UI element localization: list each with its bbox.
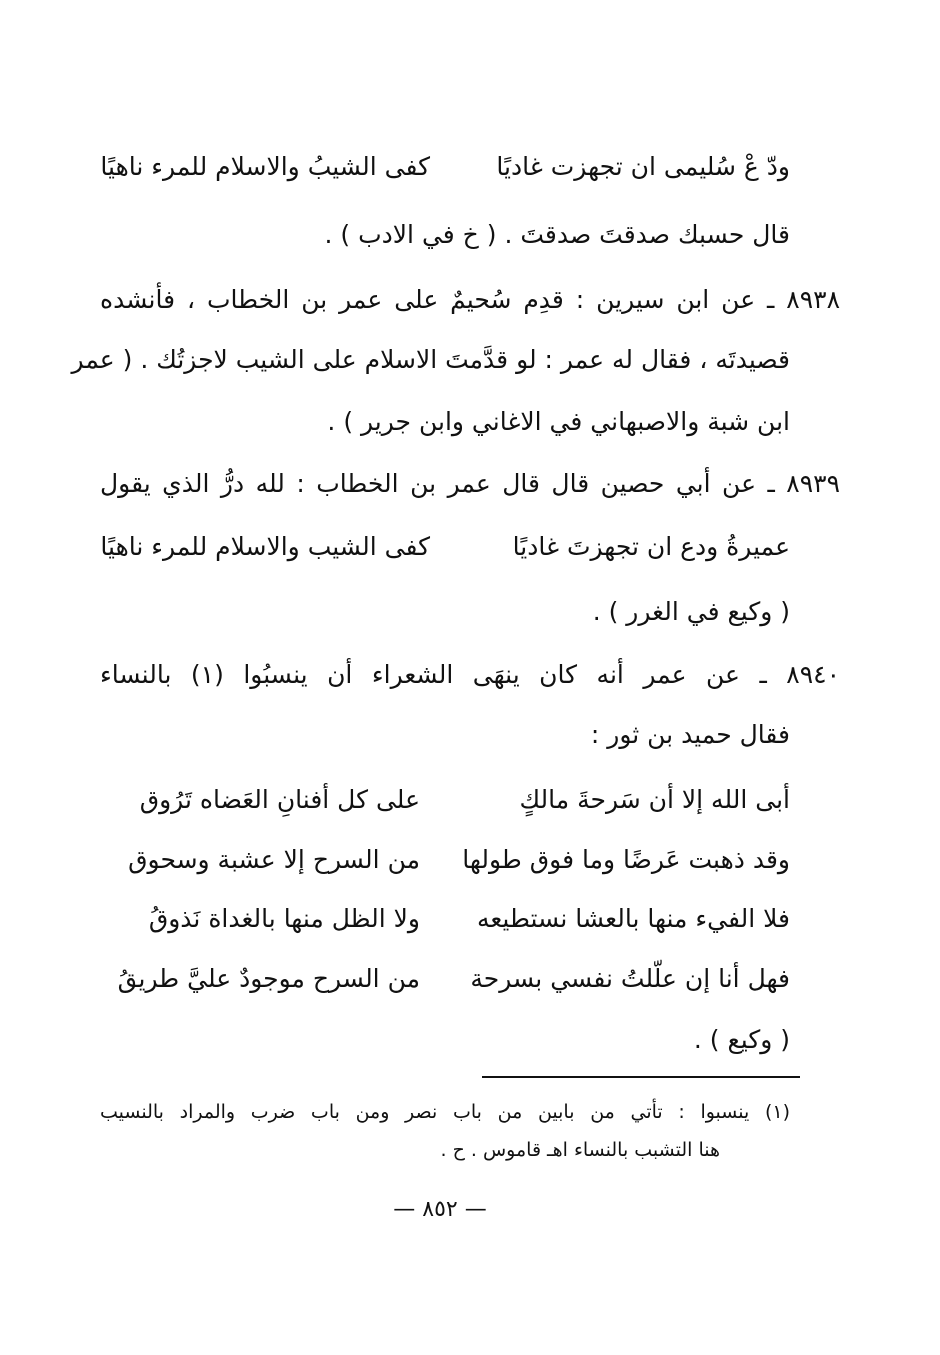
footnote-divider [482,1076,800,1078]
closing-citation: ( وكيع ) . [693,1025,790,1054]
verse-first-hemistich: فلا الفيء منها بالعشا نستطيعه [476,904,790,933]
verse-first-hemistich: أبى الله إلا أن سَرحةَ مالكٍ [519,785,790,814]
hadith-8938-line-1: ٨٩٣٨ ـ عن ابن سيرين : قدِم سُحيمٌ على عمر بن الخطاب ، فأنشده [100,285,840,314]
verse-couplet-1 [100,145,790,189]
verse-first-hemistich: فهل أنا إن علّلتُ نفسي بسرحة [470,964,790,993]
hadith-8938-line-3: ابن شبة والاصبهاني في الاغاني وابن جرير ) . [327,407,790,436]
poem-verse-1 [100,778,790,822]
verse-second-hemistich: من السرح موجودٌ عليَّ طريقُ [117,964,420,993]
verse-second-hemistich: ولا الظل منها بالغداة نَذوقُ [148,904,420,933]
poem-verse-2 [100,838,790,882]
footnote-line-2: هنا التشبب بالنساء اهـ قاموس . ح . [440,1139,720,1161]
hadith-8940-line-2: فقال حميد بن ثور : [590,720,790,749]
verse-second-hemistich: على كل أفنانِ العَضاه تَرُوق [139,785,420,814]
verse-first-hemistich: وقد ذهبت عَرضًا وما فوق طولها [462,845,790,874]
verse-second-hemistich: من السرح إلا عشبة وسحوق [128,845,420,874]
verse-second-hemistich: كفى الشيبُ والاسلام للمرء ناهيًا [100,152,430,181]
verse-first-hemistich: عميرةُ ودع ان تجهزتَ غاديًا [512,532,790,561]
hadith-8940-line-1: ٨٩٤٠ ـ عن عمر أنه كان ينهَى الشعراء أن ينسبُوا (١) بالنساء [100,660,840,689]
hadith-8938-line-2: قصيدتَه ، فقال له عمر : لو قدَّمتَ الاسلام على الشيب لاجزتُك . ( عمر [71,345,790,374]
page-number: — ٨٥٢ — [393,1197,487,1222]
text-line: قال حسبك صدقتَ صدقتَ . ( خ في الادب ) . [324,220,790,249]
poem-verse-3 [100,897,790,941]
footnote-line-1: (١) ينسبوا : تأتي من بابين من باب نصر ومن باب ضرب والمراد بالنسيب [100,1101,790,1123]
source-citation: ( وكيع في الغرر ) . [592,597,790,626]
hadith-8939-line-1: ٨٩٣٩ ـ عن أبي حصين قال قال عمر بن الخطاب : لله درُّ الذي يقول [100,469,840,498]
verse-second-hemistich: كفى الشيب والاسلام للمرء ناهيًا [100,532,430,561]
verse-couplet-2 [100,525,790,569]
verse-first-hemistich: ودّ عْ سُليمى ان تجهزت غاديًا [496,152,790,181]
poem-verse-4 [100,957,790,1001]
